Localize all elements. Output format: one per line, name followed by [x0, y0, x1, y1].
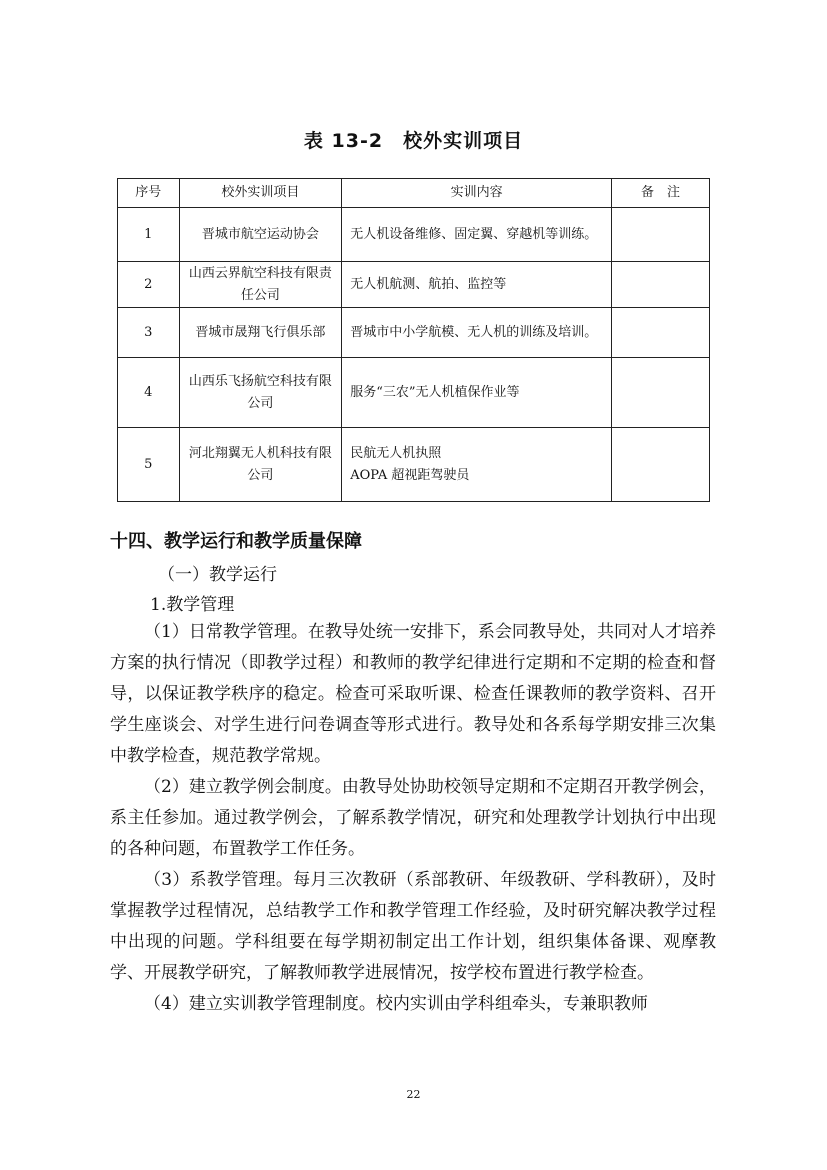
- row-project: 山西云界航空科技有限责任公司: [179, 262, 342, 308]
- table-row: [118, 262, 710, 308]
- row-seq: 4: [118, 358, 180, 428]
- subsection-heading: （一）教学运行: [158, 565, 277, 585]
- row-note: [611, 428, 709, 502]
- row-note: [611, 358, 709, 428]
- training-projects-table: [117, 178, 710, 502]
- row-content: 无人机航测、航拍、监控等: [342, 262, 612, 308]
- subsubsection-heading: 1.教学管理: [150, 595, 235, 615]
- row-content-line: 民航无人机执照: [350, 445, 442, 461]
- page-number: 22: [406, 1088, 421, 1101]
- row-project: 山西乐飞扬航空科技有限公司: [179, 358, 342, 428]
- row-project: 晋城市航空运动协会: [179, 208, 342, 262]
- row-content: 无人机设备维修、固定翼、穿越机等训练。: [342, 208, 612, 262]
- section-heading: 十四、教学运行和教学质量保障: [110, 531, 362, 552]
- row-seq: 5: [118, 428, 180, 502]
- row-content: 晋城市中小学航模、无人机的训练及培训。: [342, 308, 612, 358]
- body-text: [110, 617, 716, 1020]
- row-note: [611, 308, 709, 358]
- row-note: [611, 262, 709, 308]
- row-content-line: AOPA 超视距驾驶员: [350, 467, 470, 483]
- row-seq: 1: [118, 208, 180, 262]
- table-header-row: [118, 179, 710, 208]
- table-row: [118, 208, 710, 262]
- paragraph: （3）系教学管理。每月三次教研（系部教研、年级教研、学科教研），及时掌握教学过程情况，总结教学工作和教学管理工作经验，及时研究解决教学过程中出现的问题。学科组要在每学期初制定出工作计划，组织集体备课、观摩教学、开展教学研究，了解教师教学进展情况，按学校布置进行教学检查。: [110, 870, 716, 983]
- row-content: [342, 428, 612, 502]
- header-project: 校外实训项目: [179, 179, 342, 208]
- row-project: 晋城市晟翔飞行俱乐部: [179, 308, 342, 358]
- table-row: [118, 428, 710, 502]
- paragraph: （1）日常教学管理。在教导处统一安排下，系会同教导处，共同对人才培养方案的执行情况（即教学过程）和教师的教学纪律进行定期和不定期的检查和督导，以保证教学秩序的稳定。检查可采取听课、检查任课教师的教学资料、召开学生座谈会、对学生进行问卷调查等形式进行。教导处和各系每学期安排三次集中教学检查，规范教学常规。: [110, 622, 716, 766]
- table-row: [118, 308, 710, 358]
- row-project: 河北翔翼无人机科技有限公司: [179, 428, 342, 502]
- paragraph: （4）建立实训教学管理制度。校内实训由学科组牵头，专兼职教师: [144, 994, 648, 1014]
- row-content: 服务“三农”无人机植保作业等: [342, 358, 612, 428]
- row-note: [611, 208, 709, 262]
- table-row: [118, 358, 710, 428]
- header-note: 备 注: [611, 179, 709, 208]
- row-seq: 2: [118, 262, 180, 308]
- header-seq: 序号: [118, 179, 180, 208]
- header-content: 实训内容: [342, 179, 612, 208]
- paragraph: （2）建立教学例会制度。由教导处协助校领导定期和不定期召开教学例会，系主任参加。通过教学例会，了解系教学情况，研究和处理教学计划执行中出现的各种问题，布置教学工作任务。: [110, 777, 716, 859]
- row-seq: 3: [118, 308, 180, 358]
- table-title: 表 13-2 校外实训项目: [303, 130, 524, 152]
